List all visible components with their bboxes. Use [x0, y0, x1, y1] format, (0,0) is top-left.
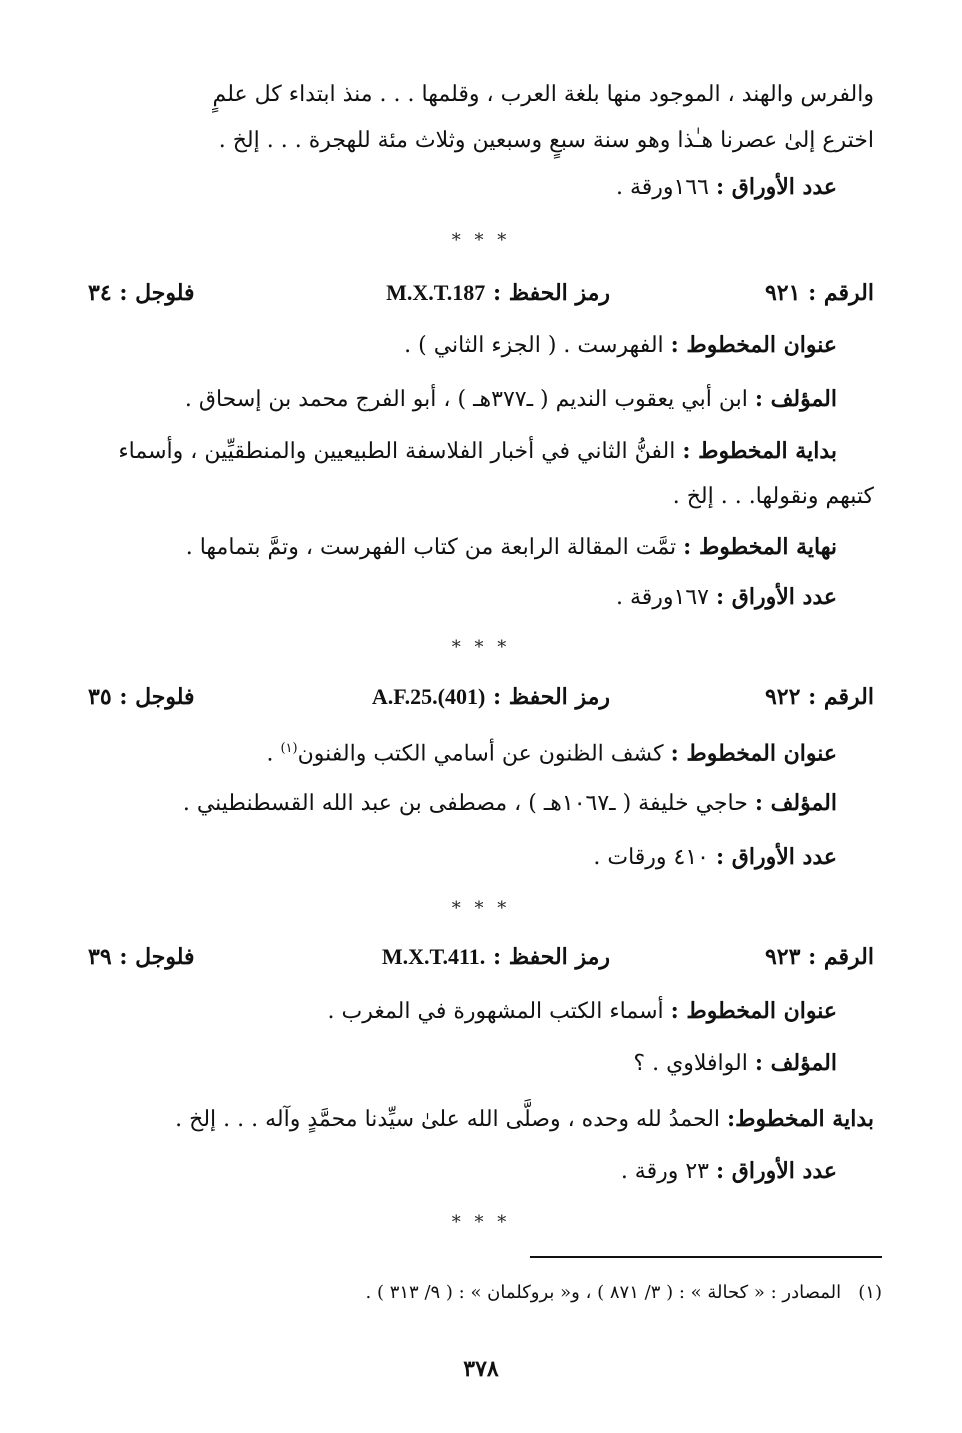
footnote — [366, 1280, 882, 1306]
entry-author: المؤلف : ابن أبي يعقوب النديم ( ـ٣٧٧هـ ) ، أبو الفرج محمد بن إسحاق . — [184, 386, 837, 412]
footnote-rule — [530, 1256, 882, 1258]
intro-line-2: اخترع إلىٰ عصرنا هـٰذا وهو سنة سبعٍ وسبعين وثلاث مئة للهجرة . . . إلخ . — [218, 128, 874, 153]
entry-shelf-mark: رمز الحفظ : M.X.T.187 — [386, 280, 610, 306]
entry-flugel: فلوجل : ٣٥ — [88, 684, 195, 710]
entry-pages: عدد الأوراق : ٢٣ ورقة . — [620, 1158, 837, 1184]
entry-beginning-1: بداية المخطوط : الفنُّ الثاني في أخبار الفلاسفة الطبيعيين والمنطقيِّين ، وأسماء — [118, 438, 837, 464]
pages-value: ١٦٦ورقة . — [616, 175, 709, 200]
footnote-number: (١) — [858, 1282, 882, 1303]
entry-ending: نهاية المخطوط : تمَّت المقالة الرابعة من كتاب الفهرست ، وتمَّ بتمامها . — [185, 534, 837, 560]
entry-title: عنوان المخطوط : كشف الظنون عن أسامي الكتب والفنون$^{(١)}$ . — [266, 740, 837, 767]
entry-flugel: فلوجل : ٣٩ — [88, 944, 195, 970]
separator: * * * — [451, 898, 511, 919]
entry-title: عنوان المخطوط : أسماء الكتب المشهورة في المغرب . — [327, 998, 837, 1024]
intro-pages — [616, 172, 837, 203]
intro-line-1: والفرس والهند ، الموجود منها بلغة العرب ، وقلمها . . . منذ ابتداء كل علمٍ — [212, 82, 874, 107]
entry-shelf-mark: رمز الحفظ : A.F.25.(401) — [371, 684, 610, 710]
entry-author: المؤلف : حاجي خليفة ( ـ١٠٦٧هـ ) ، مصطفى بن عبد الله القسطنطيني . — [182, 790, 837, 816]
page-number: ٣٧٨ — [463, 1356, 499, 1382]
entry-pages: عدد الأوراق : ١٦٧ورقة . — [616, 584, 837, 610]
entry-number: الرقم : ٩٢١ — [764, 280, 874, 306]
entry-beginning-2: كتبهم ونقولها. . . إلخ . — [672, 484, 874, 509]
separator: * * * — [451, 230, 511, 251]
footnote-text: المصادر : « كحالة » : ( ٣/ ٨٧١ ) ، و« بروكلمان » : ( ٩/ ٣١٣ ) . — [365, 1282, 842, 1303]
footnote-marker: (١) — [280, 741, 298, 756]
entry-number: الرقم : ٩٢٢ — [764, 684, 874, 710]
entry-beginning: بداية المخطوط: الحمدُ لله وحده ، وصلَّى الله علىٰ سيِّدنا محمَّدٍ وآله . . . إلخ . — [175, 1106, 874, 1132]
entry-author: المؤلف : الوافلاوي . ؟ — [633, 1050, 837, 1076]
entry-title: عنوان المخطوط : الفهرست . ( الجزء الثاني ) . — [404, 332, 837, 358]
entry-pages: عدد الأوراق : ٤١٠ ورقات . — [593, 844, 837, 870]
separator: * * * — [451, 1212, 511, 1233]
separator: * * * — [451, 637, 511, 658]
entry-shelf-mark: رمز الحفظ : M.X.T.411. — [381, 944, 610, 970]
entry-flugel: فلوجل : ٣٤ — [88, 280, 195, 306]
entry-number: الرقم : ٩٢٣ — [764, 944, 874, 970]
pages-label: عدد الأوراق : — [716, 174, 837, 200]
